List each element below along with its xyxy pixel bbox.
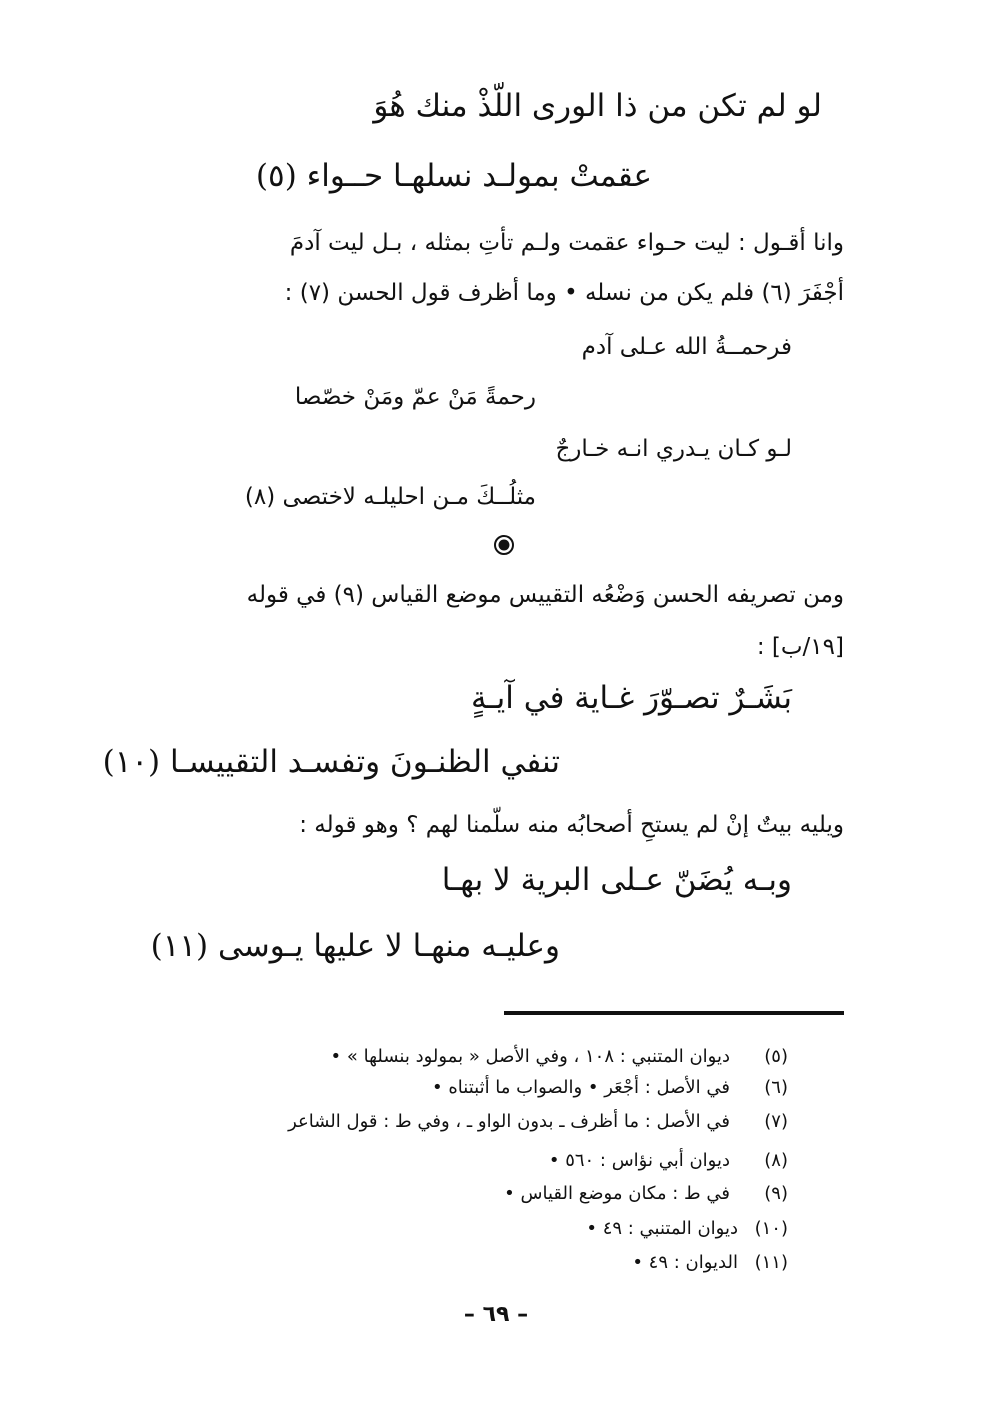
footnote-text: ديوان المتنبي : ١٠٨ ، وفي الأصل « بمولود بنسلها » •	[330, 1046, 730, 1067]
verse-3-hemistich-2: تنفي الظنـونَ وتفسـد التقييسـا (١٠)	[102, 744, 560, 780]
prose-paragraph-3-line-1: ويليه بيتٌ إنْ لم يستحِ أصحابُه منه سلّمنا لهم ؟ وهو قوله :	[299, 812, 844, 838]
verse-4-hemistich-1: وبـه يُضَنّ عـلى البرية لا بهـا	[441, 862, 792, 898]
footnote-number: (٨)	[764, 1150, 788, 1171]
verse-1-hemistich-1: لو لم تكن من ذا الورى اللّذْ منك هُوَ	[373, 88, 822, 124]
footnote-text: في الأصل : ما أظرف ـ بدون الواو ـ ، وفي ط : قول الشاعر	[288, 1111, 730, 1132]
footnote-text: ديوان أبي نؤاس : ٥٦٠ •	[548, 1150, 730, 1171]
footnote-number: (١٠)	[754, 1218, 788, 1239]
footnote-number: (٥)	[764, 1046, 788, 1067]
footnote-number: (٩)	[764, 1183, 788, 1204]
verse-3-hemistich-1: بَشَـرٌ تصـوّرَ غـاية في آيـةٍ	[470, 680, 792, 716]
verse-1-hemistich-2: عقمتْ بمولـد نسلهـا حــواء (٥)	[255, 158, 652, 194]
verse-2-line-4: مثلُــكَ مـن احليلـه لاختصى (٨)	[244, 484, 536, 510]
verse-2-line-1: فرحمــةُ الله عـلى آدم	[581, 334, 792, 360]
footnote-6	[188, 1077, 788, 1103]
footnote-text: ديوان المتنبي : ٤٩ •	[586, 1218, 738, 1239]
footnote-number: (٧)	[764, 1111, 788, 1132]
verse-2-line-3: لـو كـان يـدري انـه خـارجٌ	[555, 436, 792, 462]
footnote-11	[188, 1252, 788, 1278]
page-number: – ٦٩ –	[463, 1302, 529, 1327]
footnote-text: في الأصل : أجْعَر • والصواب ما أثبتناه •	[432, 1077, 730, 1098]
footnote-separator	[504, 1011, 844, 1015]
bullseye-icon	[494, 535, 514, 555]
footnote-9	[188, 1183, 788, 1209]
footnote-text: في ط : مكان موضع القياس •	[504, 1183, 730, 1204]
prose-paragraph-1-line-2: أجْفَرَ (٦) فلم يكن من نسله • وما أظرف قول الحسن (٧) :	[284, 280, 844, 306]
verse-4-hemistich-2: وعليـه منهـا لا عليها يـوسى (١١)	[150, 928, 560, 964]
footnote-7	[188, 1111, 788, 1137]
footnote-number: (٦)	[764, 1077, 788, 1098]
prose-paragraph-1-line-1: وانا أقـول : ليت حـواء عقمت ولـم تأتِ بمثله ، بـل ليت آدمَ	[289, 230, 844, 256]
footnote-5	[188, 1046, 788, 1072]
footnote-number: (١١)	[754, 1252, 788, 1273]
footnote-text: الديوان : ٤٩ •	[632, 1252, 738, 1273]
prose-paragraph-2-line-1: ومن تصريفه الحسن وَضْعُه التقييس موضع القياس (٩) في قوله	[246, 582, 844, 608]
verse-2-line-2: رحمةً مَنْ عمّ ومَنْ خصّصا	[294, 384, 536, 410]
footnote-8	[188, 1150, 788, 1176]
footnote-10	[188, 1218, 788, 1244]
prose-paragraph-2-line-2: [١٩/ب] :	[756, 634, 844, 660]
